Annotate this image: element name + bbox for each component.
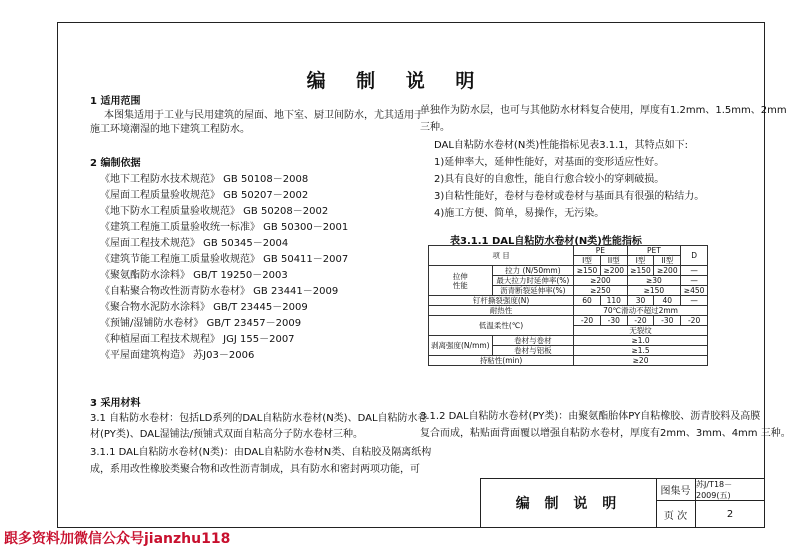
table-cell: 60 [574,296,601,306]
page-number: 2 [726,508,734,520]
table-row-label: 低温柔性(℃) [429,316,574,336]
table-cell: -20 [681,316,708,326]
table-header-pe: PE [574,246,628,256]
table-cell: -30 [600,316,627,326]
performance-table [428,245,708,366]
feature-item: 3)自粘性能好，卷材与卷材或卷材与基面具有很强的粘结力。 [434,191,705,202]
reference-item: 《屋面工程质量验收规范》 GB 50207－2002 [100,190,309,201]
page-title: 编 制 说 明 [306,70,487,92]
section-3-line: 3.1.1 DAL自粘防水卷材(N类)：由DAL自粘防水卷材N类、自粘胶及隔离纸构 [90,447,432,458]
table-cell: ≥150 [627,286,681,296]
table-cell: 无裂纹 [574,326,708,336]
table-cell: ≥150 [627,266,654,276]
table-cell: ≥250 [574,286,628,296]
intro-line: 三种。 [420,122,450,133]
table-cell: — [681,276,708,286]
section-3-heading: 3 采用材料 [90,398,141,409]
reference-item: 《建筑节能工程施工质量验收规范》 GB 50411－2007 [100,254,349,265]
section-3-line: 成，系用改性橡胶类聚合物和改性沥青制成，具有防水和密封两项功能，可 [90,464,420,475]
table-row-label: 钉杆撕裂强度(N) [429,296,574,306]
section-1-heading: 1 适用范围 [90,96,141,107]
reference-item: 《种植屋面工程技术规程》 JGJ 155－2007 [100,334,295,345]
table-row-label: 卷材与卷材 [492,336,574,346]
table-cell: ≥1.0 [574,336,708,346]
reference-item: 《平屋面建筑构造》 苏J03－2006 [100,350,255,361]
table-header-type: I型 [627,256,654,266]
table-cell: ≥200 [600,266,627,276]
section-3-line: 3.1 自粘防水卷材：包括LD系列的DAL自粘防水卷材(N类)、DAL自粘防水卷 [90,413,428,424]
table-cell: -30 [654,316,681,326]
reference-item: 《聚合物水泥防水涂料》 GB/T 23445－2009 [100,302,308,313]
table-row-label: 耐热性 [429,306,574,316]
table-header-pet: PET [627,246,681,256]
table-cell: 70℃滑动不超过2mm [574,306,708,316]
table-cell: — [681,296,708,306]
py-line: 3.1.2 DAL自粘防水卷材(PY类)：由聚氨酯胎体PY自粘橡胶、沥青胶料及高膜 [420,411,761,422]
intro-line: 单独作为防水层，也可与其他防水材料复合使用，厚度有1.2mm、1.5mm、2mm [420,105,787,116]
table-cell: ≥20 [574,356,708,366]
table-cell: 30 [627,296,654,306]
table-cell: ≥30 [627,276,681,286]
table-cell: -20 [627,316,654,326]
table-cell: ≥200 [654,266,681,276]
table-cell: -20 [574,316,601,326]
watermark-text: 跟多资料加微信公众号jianzhu118 [4,531,231,547]
table-caption: 表3.1.1 DAL自粘防水卷材(N类)性能指标 [450,236,642,247]
reference-item: 《自粘聚合物改性沥青防水卷材》 GB 23441－2009 [100,286,339,297]
table-cell: ≥150 [574,266,601,276]
atlas-number: 苏J/T18－2009(五) [696,479,764,501]
reference-item: 《屋面工程技术规范》 GB 50345－2004 [100,238,289,249]
table-header-d: D [681,246,708,266]
title-block-name: 编 制 说 明 [481,479,657,527]
table-row-label: 持粘性(min) [429,356,574,366]
section-3-line: 材(PY类)、DAL湿铺法/预铺式双面自粘高分子防水卷材三种。 [90,429,364,440]
page-number-label: 页 次 [656,501,696,527]
performance-lead: DAL自粘防水卷材(N类)性能指标见表3.1.1，其特点如下: [434,140,689,151]
table-cell: 110 [600,296,627,306]
table-header-type: I型 [574,256,601,266]
table-row-label: 卷材与铝板 [492,346,574,356]
table-row-label: 拉力 (N/50mm) [492,266,574,276]
table-cell: — [681,266,708,276]
section-1-line: 施工环境潮湿的地下建筑工程防水。 [90,124,250,135]
table-header-item: 项 目 [429,246,574,266]
reference-item: 《聚氨酯防水涂料》 GB/T 19250－2003 [100,270,288,281]
section-1-line: 本图集适用于工业与民用建筑的屋面、地下室、厨卫间防水，尤其适用于 [104,110,424,121]
table-cell: ≥200 [574,276,628,286]
reference-item: 《预铺/湿铺防水卷材》 GB/T 23457－2009 [100,318,302,329]
table-cell: ≥1.5 [574,346,708,356]
table-group-peel: 剥离强度(N/mm) [429,336,493,356]
title-block [480,478,765,528]
feature-item: 2)具有良好的自愈性，能自行愈合较小的穿刺破损。 [434,174,665,185]
table-cell: ≥450 [681,286,708,296]
py-line: 复合而成，粘贴面背面覆以增强自粘防水卷材，厚度有2mm、3mm、4mm 三种。 [420,428,791,439]
reference-item: 《地下工程防水技术规范》 GB 50108－2008 [100,174,309,185]
section-2-heading: 2 编制依据 [90,158,141,169]
feature-item: 4)施工方便、简单，易操作，无污染。 [434,208,605,219]
table-header-type: II型 [600,256,627,266]
table-cell: 40 [654,296,681,306]
atlas-number-label: 图集号 [656,479,696,501]
table-group-tensile: 拉伸 性能 [429,266,493,296]
table-row-label: 最大拉力时延伸率(%) [492,276,574,286]
reference-item: 《地下防水工程质量验收规范》 GB 50208－2002 [100,206,329,217]
reference-item: 《建筑工程施工质量验收统一标准》 GB 50300－2001 [100,222,349,233]
table-row-label: 沥青断裂延伸率(%) [492,286,574,296]
feature-item: 1)延伸率大，延伸性能好，对基面的变形适应性好。 [434,157,665,168]
table-header-type: II型 [654,256,681,266]
